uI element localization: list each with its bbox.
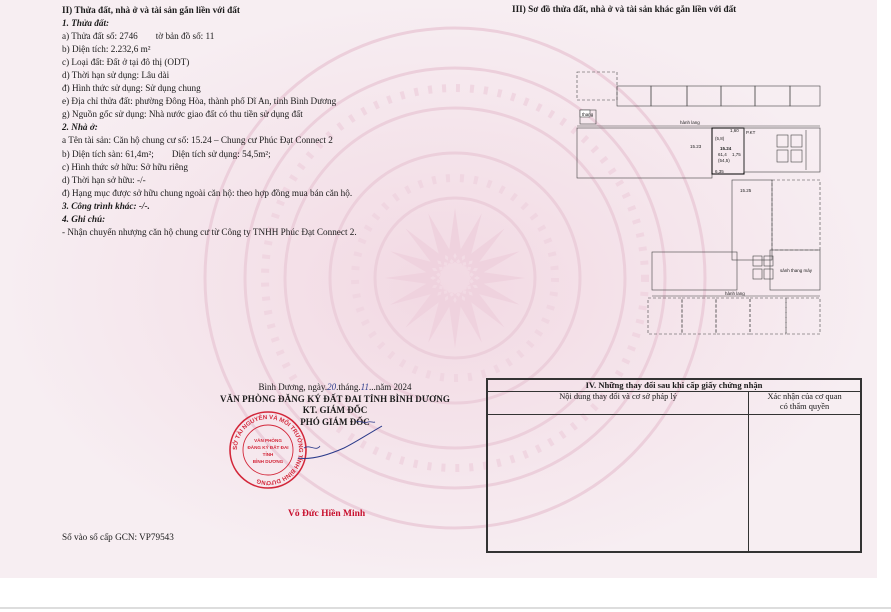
stamp-center-4: BÌNH DƯƠNG	[252, 459, 284, 464]
unit-15-23-label: 15.23	[690, 144, 702, 149]
scan-border	[0, 596, 891, 612]
changes-col-confirm-line1: Xác nhận của cơ quan	[767, 392, 842, 401]
changes-confirm-cell	[749, 415, 861, 552]
changes-content-cell	[488, 415, 749, 552]
notes-heading: 4. Ghi chú:	[62, 213, 106, 224]
changes-col-content: Nội dung thay đổi và cơ sở pháp lý	[488, 392, 749, 415]
other-works: 3. Công trình khác: -/-.	[62, 200, 150, 211]
corridor-top-label: hành lang	[680, 120, 700, 125]
floor-plan	[570, 70, 832, 338]
land-parcel-label: a) Thửa đất số:	[62, 31, 120, 42]
stamp-ring-text: SỞ TÀI NGUYÊN VÀ MÔI TRƯỜNG TỈNH BÌNH DƯƠNG	[232, 414, 304, 486]
land-parcel-line	[62, 30, 482, 43]
land-address: e) Địa chỉ thửa đất: phường Đông Hòa, thành phố Dĩ An, tỉnh Bình Dương	[62, 96, 337, 107]
date-prefix: Bình Dương, ngày.	[258, 382, 328, 392]
unit-15-24-area: 61,4	[718, 152, 727, 157]
date-day: 20	[327, 382, 337, 392]
stair-label: thang	[582, 112, 594, 117]
unit-15-24-usable: (54,5)	[718, 158, 730, 163]
dim-small2-label: 1,75	[732, 152, 741, 157]
house-usable-area: Diện tích sử dụng: 54,5m²;	[171, 148, 271, 159]
signer-name: Võ Đức Hiền Minh	[288, 509, 366, 519]
changes-table	[486, 378, 862, 553]
notes-text: - Nhận chuyển nhượng căn hộ chung cư từ Công ty TNHH Phúc Đạt Connect 2.	[62, 226, 357, 237]
role-line-2: PHÓ GIÁM ĐỐC	[300, 416, 370, 427]
house-ownership-term: d) Thời hạn sở hữu: -/-	[62, 174, 146, 185]
stamp-center-1: VĂN PHÒNG	[254, 438, 282, 443]
section-iii-title: III) Sơ đồ thửa đất, nhà ở và tài sản khác gắn liền với đất	[512, 4, 737, 14]
issue-date	[170, 382, 500, 394]
changes-col-confirm	[749, 392, 861, 415]
dim-small-label: (5,8)	[715, 136, 725, 141]
date-mid: .tháng.	[336, 382, 361, 392]
land-parcel-number: 2746	[119, 31, 138, 42]
dim-side-label: 6,35	[715, 169, 724, 174]
handwritten-signature	[296, 418, 386, 468]
section-ii	[62, 4, 482, 239]
corridor-bottom-label: hành lang	[725, 291, 745, 296]
certificate-serial: Số vào sổ cấp GCN: VP79543	[62, 532, 174, 542]
stamp-center-2: ĐĂNG KÝ ĐẤT ĐAI	[247, 445, 289, 450]
changes-col-confirm-line2: có thẩm quyền	[779, 402, 830, 411]
unit-15-24-label: 15.24	[720, 146, 732, 151]
unit-15-25-label: 15.25	[740, 188, 752, 193]
elevator-lobby-label: sảnh thang máy	[780, 268, 813, 273]
house-name: a Tên tài sản: Căn hộ chung cư số: 15.24 – Chung cư Phúc Đạt Connect 2	[62, 135, 333, 146]
stamp-center-3: TỈNH	[262, 452, 274, 457]
land-heading: 1. Thửa đất:	[62, 18, 110, 29]
changes-title: IV. Những thay đổi sau khi cấp giấy chứng nhận	[488, 380, 861, 392]
house-area-line	[62, 148, 482, 161]
land-type: c) Loại đất: Đất ở tại đô thị (ODT)	[62, 57, 190, 68]
land-use-form: đ) Hình thức sử dụng: Sử dụng chung	[62, 83, 201, 94]
land-term: d) Thời hạn sử dụng: Lâu dài	[62, 70, 170, 81]
date-suffix: ...năm 2024	[368, 382, 412, 392]
house-ownership-form: c) Hình thức sở hữu: Sở hữu riêng	[62, 161, 188, 172]
house-floor-area: b) Diện tích sàn: 61,4m²;	[62, 148, 154, 159]
land-area: b) Diện tích: 2.232,6 m²	[62, 44, 151, 55]
dim-top-label: 1,60	[730, 128, 739, 133]
house-heading: 2. Nhà ở:	[62, 122, 98, 133]
pkt-label: P.KT	[746, 130, 756, 135]
role-line-1: KT. GIÁM ĐỐC	[302, 405, 368, 415]
house-common-items: đ) Hạng mục được sở hữu chung ngoài căn hộ: theo hợp đồng mua bán căn hộ.	[62, 187, 353, 198]
land-origin: g) Nguồn gốc sử dụng: Nhà nước giao đất có thu tiền sử dụng đất	[62, 109, 303, 120]
issuing-office: VĂN PHÒNG ĐĂNG KÝ ĐẤT ĐAI TỈNH BÌNH DƯƠNG	[220, 393, 450, 404]
map-sheet-number: tờ bản đồ số: 11	[155, 31, 215, 42]
date-month: 11	[360, 382, 369, 392]
section-ii-title: II) Thửa đất, nhà ở và tài sản gắn liền với đất	[62, 5, 240, 15]
